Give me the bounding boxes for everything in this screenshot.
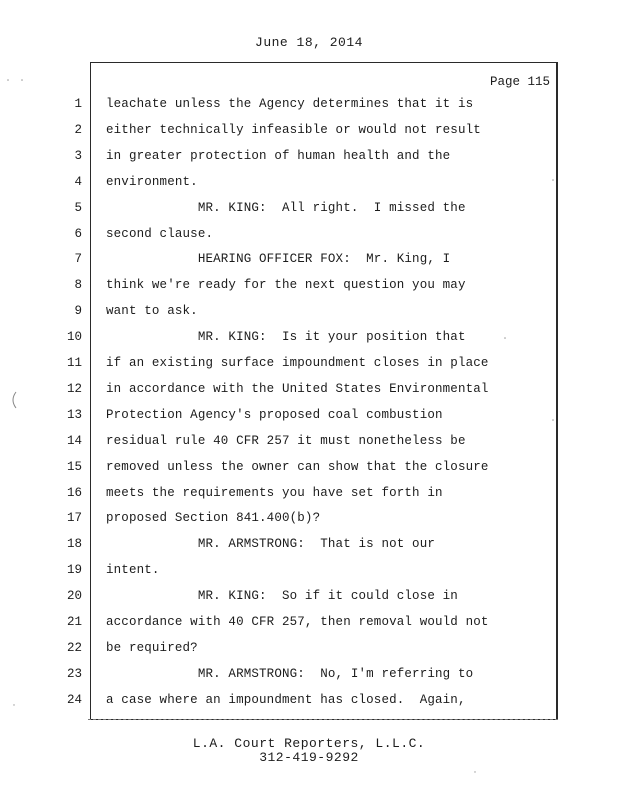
line-text: leachate unless the Agency determines that it is xyxy=(106,97,474,111)
line-number: 11 xyxy=(66,356,82,370)
line-number: 9 xyxy=(74,304,82,319)
line-number: 1 xyxy=(74,97,82,111)
line-text: think we're ready for the next question you may xyxy=(106,278,466,293)
line-text: accordance with 40 CFR 257, then removal would not xyxy=(106,615,489,629)
line-text: meets the requirements you have set forth in xyxy=(106,485,443,500)
line-text: MR. KING: All right. I missed the xyxy=(106,200,466,215)
transcript-date: June 18, 2014 xyxy=(255,35,363,50)
line-text: MR. ARMSTRONG: That is not our xyxy=(106,537,436,552)
line-number: 14 xyxy=(66,433,82,448)
line-text: MR. KING: So if it could close in xyxy=(106,589,458,604)
line-number: 3 xyxy=(74,148,82,163)
line-text: want to ask. xyxy=(106,304,198,319)
line-number: 5 xyxy=(74,200,82,215)
line-number: 10 xyxy=(66,330,82,345)
line-number: 15 xyxy=(66,459,82,474)
line-text: either technically infeasible or would not result xyxy=(106,122,481,137)
line-number: 7 xyxy=(74,252,82,267)
line-text: a case where an impoundment has closed. Again, xyxy=(106,692,466,707)
line-text: be required? xyxy=(106,640,198,655)
line-number: 21 xyxy=(66,615,82,629)
line-number: 20 xyxy=(66,589,82,604)
line-number: 2 xyxy=(74,122,82,137)
footer-company: L.A. Court Reporters, L.L.C. xyxy=(192,736,426,751)
line-number: 13 xyxy=(66,407,82,422)
line-number: 16 xyxy=(66,485,82,500)
line-number: 22 xyxy=(66,640,82,655)
line-text: removed unless the owner can show that the closure xyxy=(106,459,489,474)
line-number: 4 xyxy=(74,174,82,189)
line-number: 17 xyxy=(66,511,82,526)
line-text: environment. xyxy=(106,174,198,189)
line-text: MR. KING: Is it your position that xyxy=(106,330,466,345)
line-number: 24 xyxy=(66,692,82,707)
line-text: second clause. xyxy=(106,226,214,241)
line-text: in greater protection of human health and the xyxy=(106,148,451,163)
line-number: 19 xyxy=(66,563,82,578)
line-number: 6 xyxy=(74,226,82,241)
line-number: 12 xyxy=(66,381,82,396)
line-text: intent. xyxy=(106,563,160,578)
line-number: 18 xyxy=(66,537,82,552)
line-text: in accordance with the United States Environmental xyxy=(106,381,489,396)
line-number: 23 xyxy=(66,666,82,681)
line-text: proposed Section 841.400(b)? xyxy=(106,511,321,526)
footer-phone: 312-419-9292 xyxy=(259,750,359,765)
line-text: MR. ARMSTRONG: No, I'm referring to xyxy=(106,666,474,681)
page-number-label: Page 115 xyxy=(489,75,550,89)
line-text: if an existing surface impoundment closes in place xyxy=(106,356,489,370)
line-text: Protection Agency's proposed coal combustion xyxy=(106,407,443,422)
line-text: HEARING OFFICER FOX: Mr. King, I xyxy=(106,252,451,267)
line-text: residual rule 40 CFR 257 it must nonetheless be xyxy=(106,433,466,448)
line-number: 8 xyxy=(74,278,82,293)
